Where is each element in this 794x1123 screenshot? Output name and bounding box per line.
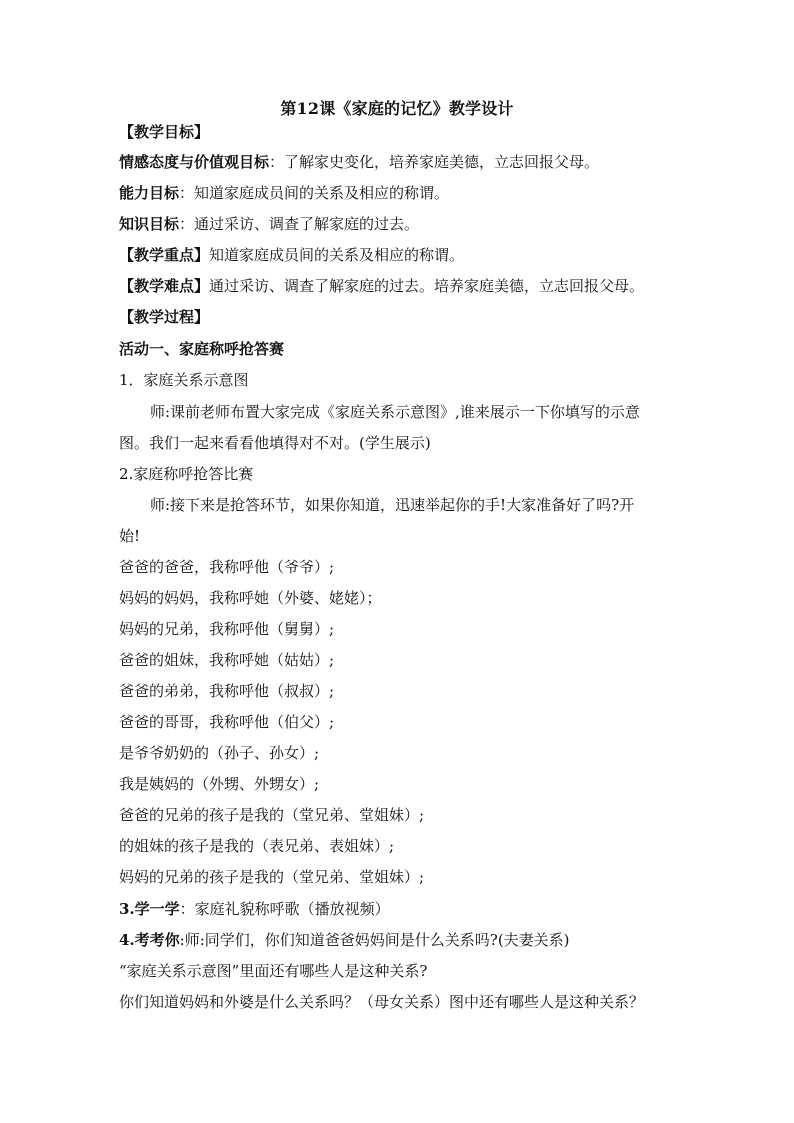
section-three-label: 3.学一学 bbox=[119, 900, 180, 918]
goal-emotion bbox=[119, 151, 599, 173]
goal-ability-text: ：知道家庭成员间的关系及相应的称谓。 bbox=[179, 184, 450, 202]
section-four-heading bbox=[119, 929, 570, 951]
goal-knowledge-text: ：通过采访、调查了解家庭的过去。 bbox=[179, 215, 420, 233]
list-item: 爸爸的哥哥，我称呼他（伯父）; bbox=[119, 713, 335, 731]
section-two-heading: 2.家庭称呼抢答比赛 bbox=[119, 465, 254, 483]
list-item: 我是姨妈的（外甥、外甥女）; bbox=[119, 775, 320, 793]
goal-knowledge-label: 知识目标 bbox=[119, 215, 180, 233]
goal-emotion-text: ：了解家史变化，培养家庭美德，立志回报父母。 bbox=[269, 153, 600, 171]
section-four-label: 4.考考你 bbox=[119, 931, 180, 949]
list-item: 妈妈的兄弟的孩子是我的（堂兄弟、堂姐妹）; bbox=[119, 868, 425, 886]
question-two: 你们知道妈妈和外婆是什么关系吗？（母女关系）图中还有哪些人是这种关系？ bbox=[119, 993, 645, 1011]
list-item: 爸爸的兄弟的孩子是我的（堂兄弟、堂姐妹）; bbox=[119, 806, 425, 824]
paragraph-one-line-1: 师:课前老师布置大家完成《家庭关系示意图》,谁来展示一下你填写的示意 bbox=[150, 403, 640, 421]
paragraph-one-line-2: 图。我们一起来看看他填得对不对。(学生展示) bbox=[119, 434, 431, 452]
list-item: 的姐妹的孩子是我的（表兄弟、表姐妹）; bbox=[119, 837, 395, 855]
process-header: 【教学过程】 bbox=[119, 308, 210, 326]
list-item: 妈妈的兄弟，我称呼他（舅舅）; bbox=[119, 620, 335, 638]
list-item: 妈妈的妈妈，我称呼她（外婆、姥姥）； bbox=[119, 589, 382, 607]
teaching-focus bbox=[119, 244, 464, 266]
paragraph-two-line-2: 始! bbox=[119, 527, 141, 545]
teaching-difficulty bbox=[119, 275, 644, 297]
teaching-focus-text: 知道家庭成员间的关系及相应的称谓。 bbox=[209, 246, 465, 264]
goal-emotion-label: 情感态度与价值观目标 bbox=[119, 153, 270, 171]
list-item: 爸爸的弟弟，我称呼他（叔叔）; bbox=[119, 682, 335, 700]
activity-one-heading: 活动一、家庭称呼抢答赛 bbox=[119, 340, 285, 358]
goals-header: 【教学目标】 bbox=[119, 123, 210, 141]
list-item: 爸爸的爸爸，我称呼他（爷爷）; bbox=[119, 558, 335, 576]
teaching-difficulty-label: 【教学难点】 bbox=[119, 277, 210, 295]
list-item: 爸爸的姐妹，我称呼她（姑姑）; bbox=[119, 651, 335, 669]
goal-knowledge bbox=[119, 213, 419, 235]
paragraph-two-line-1: 师:接下来是抢答环节，如果你知道，迅速举起你的手!大家准备好了吗?开 bbox=[150, 496, 635, 514]
teaching-focus-label: 【教学重点】 bbox=[119, 246, 210, 264]
section-one-heading: 1．家庭关系示意图 bbox=[119, 371, 249, 389]
goal-ability bbox=[119, 182, 449, 204]
list-item: 是爷爷奶奶的（孙子、孙女）; bbox=[119, 744, 320, 762]
section-three-text: ：家庭礼貌称呼歌（播放视频） bbox=[179, 900, 390, 918]
goal-ability-label: 能力目标 bbox=[119, 184, 180, 202]
teaching-difficulty-text: 通过采访、调查了解家庭的过去。培养家庭美德，立志回报父母。 bbox=[209, 277, 645, 295]
section-three-heading bbox=[119, 898, 390, 920]
page-title: 第12课《家庭的记忆》教学设计 bbox=[280, 99, 514, 118]
question-one: “家庭关系示意图”里面还有哪些人是这种关系? bbox=[119, 962, 428, 980]
section-four-text: :师:同学们，你们知道爸爸妈妈间是什么关系吗?(夫妻关系) bbox=[179, 931, 570, 949]
